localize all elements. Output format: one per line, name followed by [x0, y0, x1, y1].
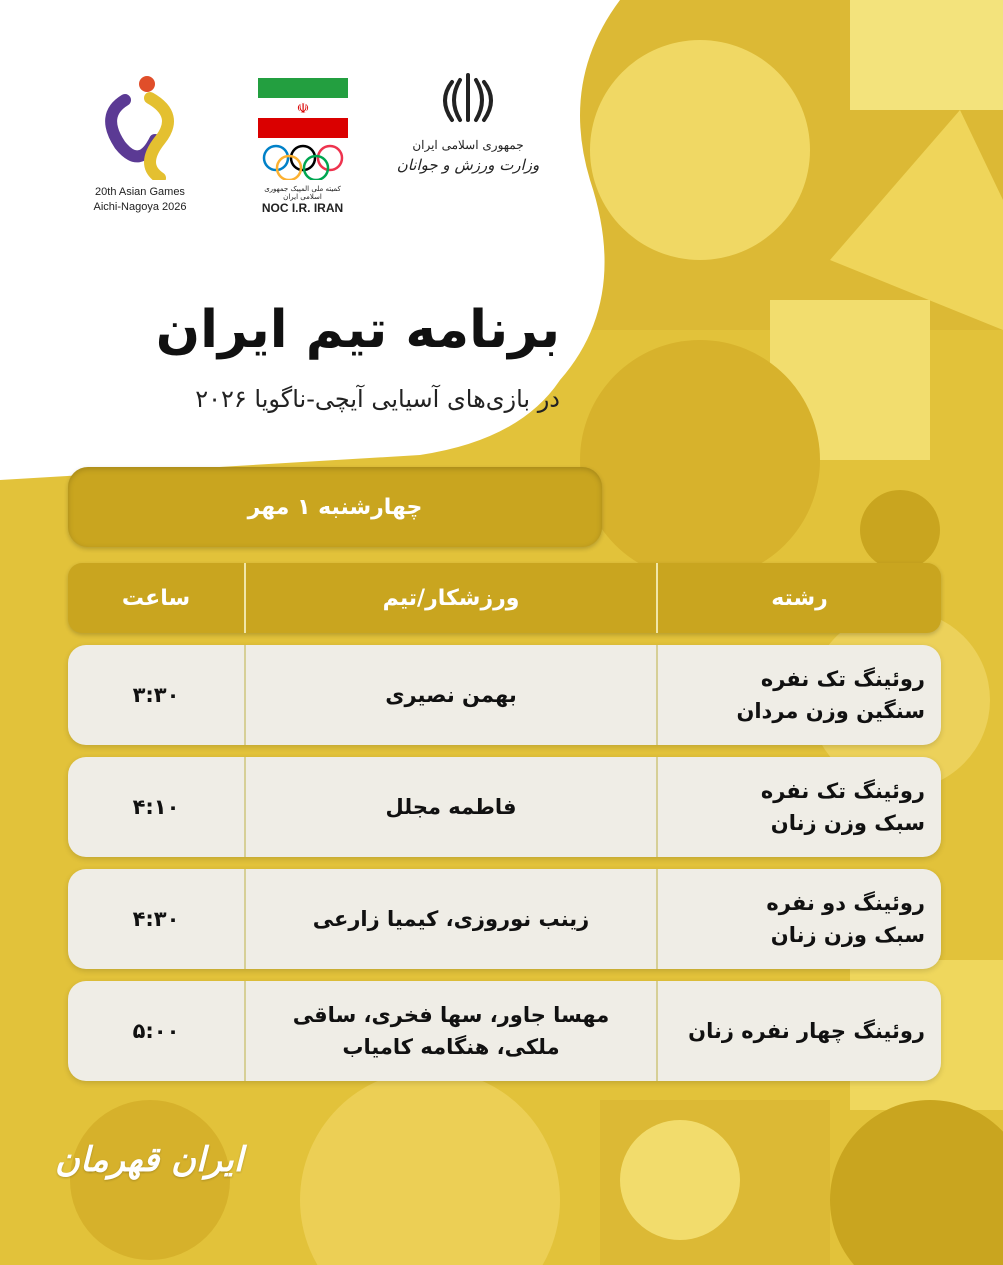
page-subtitle: در بازی‌های آسیایی آیچی-ناگویا ۲۰۲۶ [195, 385, 560, 413]
athlete-line: مهسا جاور، سها فخری، ساقی [292, 1003, 610, 1027]
table-row [68, 981, 941, 1081]
table-row [68, 869, 941, 969]
time-cell: ۴:۱۰ [132, 795, 180, 819]
sport-cell [656, 757, 941, 857]
ministry-caption-2: وزارت ورزش و جوانان [396, 156, 540, 174]
asian-games-caption-2: Aichi-Nagoya 2026 [93, 201, 187, 213]
table-row [68, 757, 941, 857]
sport-line: روئینگ دو نفره [766, 891, 925, 915]
logos-row [70, 70, 570, 230]
schedule-table [68, 563, 941, 1081]
sport-line: سنگین وزن مردان [736, 699, 925, 723]
sport-cell [656, 645, 941, 745]
athlete-line: بهمن نصیری [385, 683, 517, 707]
sport-cell [656, 981, 941, 1081]
athlete-cell [244, 869, 656, 969]
time-cell: ۴:۳۰ [132, 907, 180, 931]
athlete-cell [244, 645, 656, 745]
athlete-line: زینب نوروزی، کیمیا زارعی [312, 907, 590, 931]
sport-line: سبک وزن زنان [770, 811, 925, 835]
noc-caption-persian: کمیته ملی المپیک جمهوری اسلامی ایران [264, 185, 341, 201]
athlete-line: ملکی، هنگامه کامیاب [342, 1035, 560, 1059]
page-title: برنامه تیم ایران [155, 300, 560, 360]
sport-line: سبک وزن زنان [770, 923, 925, 947]
athlete-cell [244, 981, 656, 1081]
header-sport: رشته [656, 563, 941, 633]
ministry-logo [388, 70, 548, 174]
ministry-caption-1: جمهوری اسلامی ایران [412, 138, 524, 152]
sport-line: روئینگ تک نفره [760, 667, 925, 691]
sport-line: روئینگ چهار نفره زنان [688, 1019, 925, 1043]
brand-logo: ایران قهرمان [55, 1140, 244, 1180]
asian-games-logo [70, 70, 210, 214]
noc-iran-logo [255, 70, 350, 215]
header-time: ساعت [121, 585, 191, 611]
iran-flag-olympic-rings [258, 70, 348, 180]
sport-cell [656, 869, 941, 969]
header-athlete: ورزشکار/تیم [244, 563, 656, 633]
table-row [68, 645, 941, 745]
date-banner [68, 467, 602, 547]
asian-games-caption-1: 20th Asian Games [95, 186, 185, 198]
iran-emblem-icon [438, 70, 498, 130]
asian-games-emblem [95, 70, 185, 180]
table-header [68, 563, 941, 633]
date-label: چهارشنبه ۱ مهر [247, 494, 423, 520]
athlete-line: فاطمه مجلل [385, 795, 517, 819]
sport-line: روئینگ تک نفره [760, 779, 925, 803]
athlete-cell [244, 757, 656, 857]
noc-caption-english: NOC I.R. IRAN [261, 201, 344, 215]
svg-text:☫: ☫ [296, 101, 309, 117]
time-cell: ۳:۳۰ [132, 683, 180, 707]
time-cell: ۵:۰۰ [132, 1019, 180, 1043]
